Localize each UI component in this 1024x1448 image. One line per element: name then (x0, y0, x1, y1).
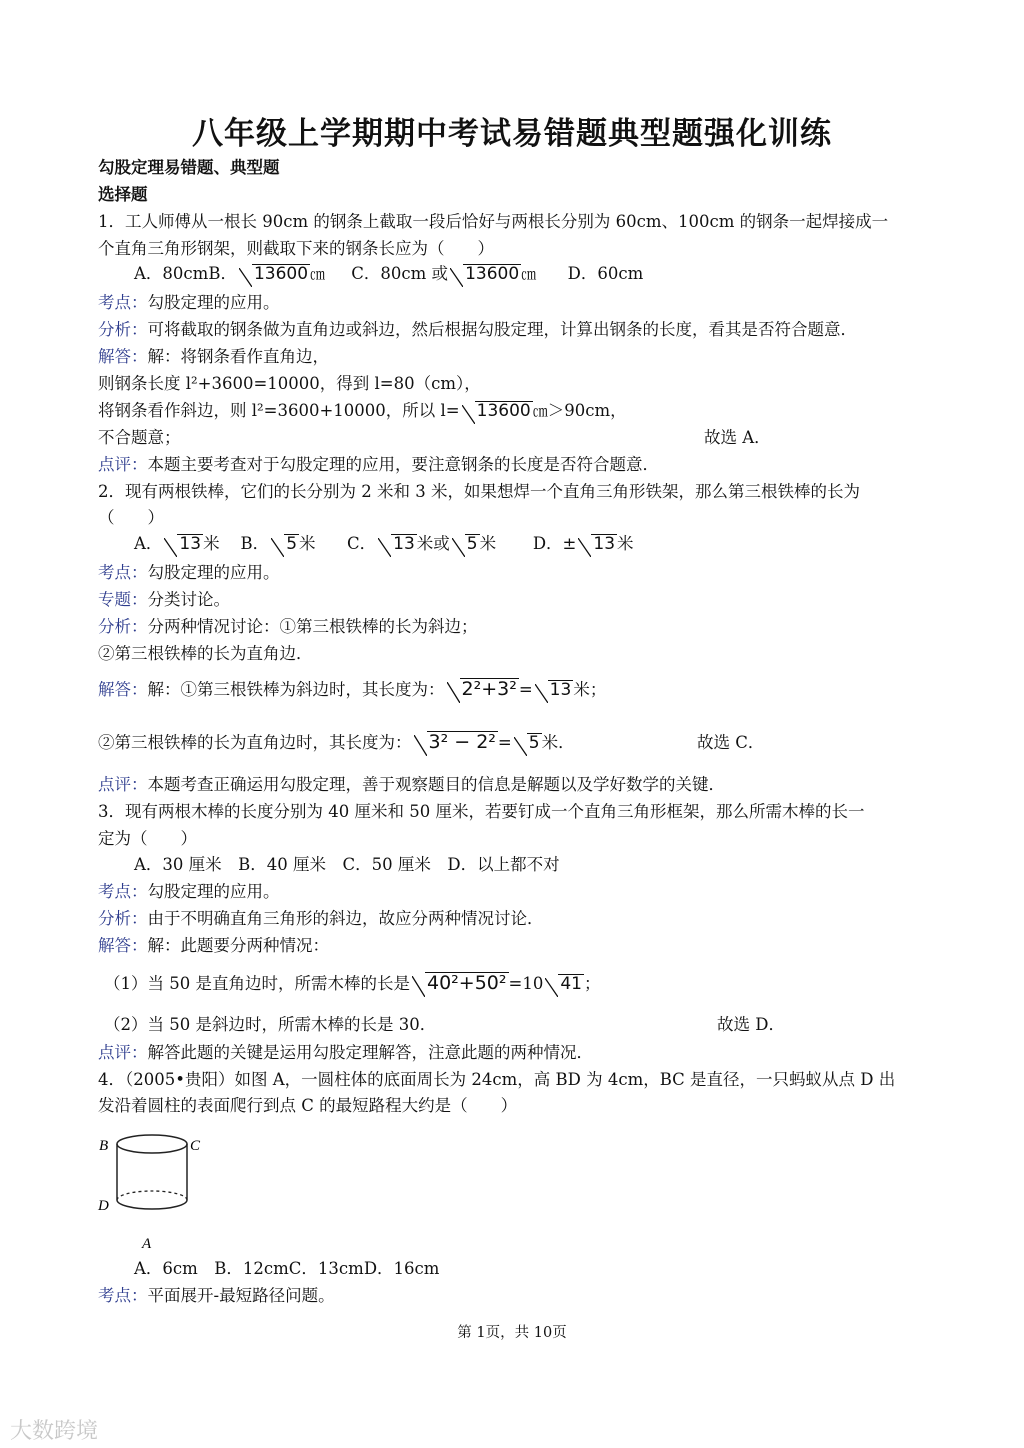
q3-case2: （2）当 50 是斜边时，所需木棒的长是 30． (104, 1015, 437, 1034)
q1-dianping: 点评：本题主要考查对于勾股定理的应用，要注意钢条的长度是否符合题意． (98, 455, 659, 474)
q2-zhuanti: 专题：分类讨论。 (98, 590, 230, 609)
fig-label-a: A (142, 1236, 152, 1252)
q2-stem-line2: （ ） (98, 508, 164, 527)
q1-option-b: B． (208, 264, 237, 283)
q1-solution-line1: 则钢条长度 l²+3600=10000，得到 l=80（cm）， (98, 374, 481, 393)
q1-fenxi: 分析：可将截取的钢条做为直角边或斜边，然后根据勾股定理，计算出钢条的长度，看其是否符合题意． (98, 320, 857, 339)
q2-jieda: 解答：解：①第三根铁棒为斜边时，其长度为： 2²+3² = 13 米； (98, 678, 607, 700)
sqrt-symbol: 13600 (462, 401, 533, 420)
q4-stem-line1: 4．（2005•贵阳）如图 A，一圆柱体的底面周长为 24cm，高 BD 为 4cm，BC 是直径，一只蚂蚁从点 D 出 (98, 1070, 896, 1089)
q1-stem-line1: 1．工人师傅从一根长 90cm 的钢条上截取一段后恰好与两根长分别为 60cm、100cm 的钢条一起焊接成一 (98, 212, 889, 231)
q3-answer: 故选 D． (717, 1015, 785, 1034)
q1-stem-line2: 个直角三角形钢架，则截取下来的钢条长应为（ ） (98, 239, 494, 258)
cylinder-bottom-back (117, 1191, 187, 1200)
cylinder-bottom-front (117, 1200, 187, 1209)
q2-fenxi: 分析：分两种情况讨论：①第三根铁棒的长为斜边； (98, 617, 478, 636)
cylinder-figure (96, 1128, 216, 1253)
sqrt-symbol: 13 (378, 534, 417, 553)
q1-option-a: A．80cm (134, 264, 209, 283)
cylinder-top-ellipse (117, 1135, 187, 1153)
q3-stem-line1: 3．现有两根木棒的长度分别为 40 厘米和 50 厘米，若要钉成一个直角三角形框架，那么所需木棒的长一 (98, 802, 865, 821)
sqrt-symbol: 3² − 2² (414, 731, 498, 752)
q2-solution-line2: ②第三根铁棒的长为直角边时，其长度为： 3² − 2² = 5 米． (98, 731, 575, 753)
q3-case1: （1）当 50 是直角边时，所需木棒的长是 40²+50² =10 41 ； (104, 972, 601, 994)
q2-stem-line1: 2．现有两根铁棒，它们的长分别为 2 米和 3 米，如果想焊一个直角三角形铁架，那么第三根铁棒的长为 (98, 482, 860, 501)
q1-options: A．80cmB． 13600 ㎝ C．80cm 或 13600 ㎝ D．60cm (134, 264, 644, 284)
q4-kaodian: 考点：平面展开-最短路径问题。 (98, 1286, 335, 1305)
q1-solution-line2: 将钢条看作斜边，则 l²=3600+10000，所以 l= 13600 ㎝＞90cm， (98, 401, 627, 421)
watermark: 大数跨境 (10, 1419, 99, 1444)
q3-options: A．30 厘米 B．40 厘米 C．50 厘米 D．以上都不对 (134, 855, 560, 874)
q3-dianping: 点评：解答此题的关键是运用勾股定理解答，注意此题的两种情况． (98, 1043, 593, 1062)
fig-label-d: D (98, 1198, 109, 1214)
q1-option-c: C．80cm 或 (351, 264, 449, 283)
sqrt-symbol: 41 (545, 974, 584, 993)
sqrt-symbol: 5 (514, 733, 542, 752)
q3-jieda: 解答：解：此题要分两种情况： (98, 936, 329, 955)
fig-label-b: B (99, 1138, 109, 1154)
sqrt-symbol: 40²+50² (412, 972, 509, 993)
sqrt-symbol: 5 (271, 534, 299, 553)
q1-option-d: D．60cm (567, 264, 644, 283)
q4-options: A．6cm B．12cmC．13cmD．16cm (134, 1259, 440, 1278)
q3-stem-line2: 定为（ ） (98, 829, 197, 848)
section-heading: 勾股定理易错题、典型题 (98, 158, 280, 177)
fig-label-c: C (190, 1138, 201, 1154)
q3-fenxi: 分析：由于不明确直角三角形的斜边，故应分两种情况讨论． (98, 909, 544, 928)
q1-jieda: 解答：解：将钢条看作直角边， (98, 347, 329, 366)
page-footer: 第 1页，共 10页 (457, 1325, 567, 1341)
sqrt-symbol: 13 (164, 534, 203, 553)
sqrt-symbol: 5 (452, 534, 480, 553)
subsection-heading: 选择题 (98, 185, 148, 204)
q2-dianping: 点评：本题考查正确运用勾股定理，善于观察题目的信息是解题以及学好数学的关键． (98, 775, 725, 794)
q2-kaodian: 考点：勾股定理的应用。 (98, 563, 280, 582)
sqrt-symbol: 13 (578, 534, 617, 553)
sqrt-symbol: 13600 (450, 264, 521, 283)
q4-stem-line2: 发沿着圆柱的表面爬行到点 C 的最短路程大约是（ ） (98, 1096, 518, 1115)
sqrt-symbol: 13 (535, 680, 574, 699)
q1-answer: 故选 A． (704, 428, 771, 447)
q2-fenxi-line2: ②第三根铁棒的长为直角边． (98, 644, 313, 663)
sqrt-symbol: 2²+3² (447, 678, 519, 699)
q3-kaodian: 考点：勾股定理的应用。 (98, 882, 280, 901)
sqrt-symbol: 13600 (239, 264, 310, 283)
q1-solution-line3: 不合题意； (98, 428, 181, 447)
q1-kaodian: 考点：勾股定理的应用。 (98, 293, 280, 312)
q2-answer: 故选 C． (697, 733, 765, 752)
page-title: 八年级上学期期中考试易错题典型题强化训练 (192, 116, 832, 152)
q2-options: A． 13 米 B． 5 米 C． 13 米或 5 米 D．± 13 米 (134, 534, 634, 554)
